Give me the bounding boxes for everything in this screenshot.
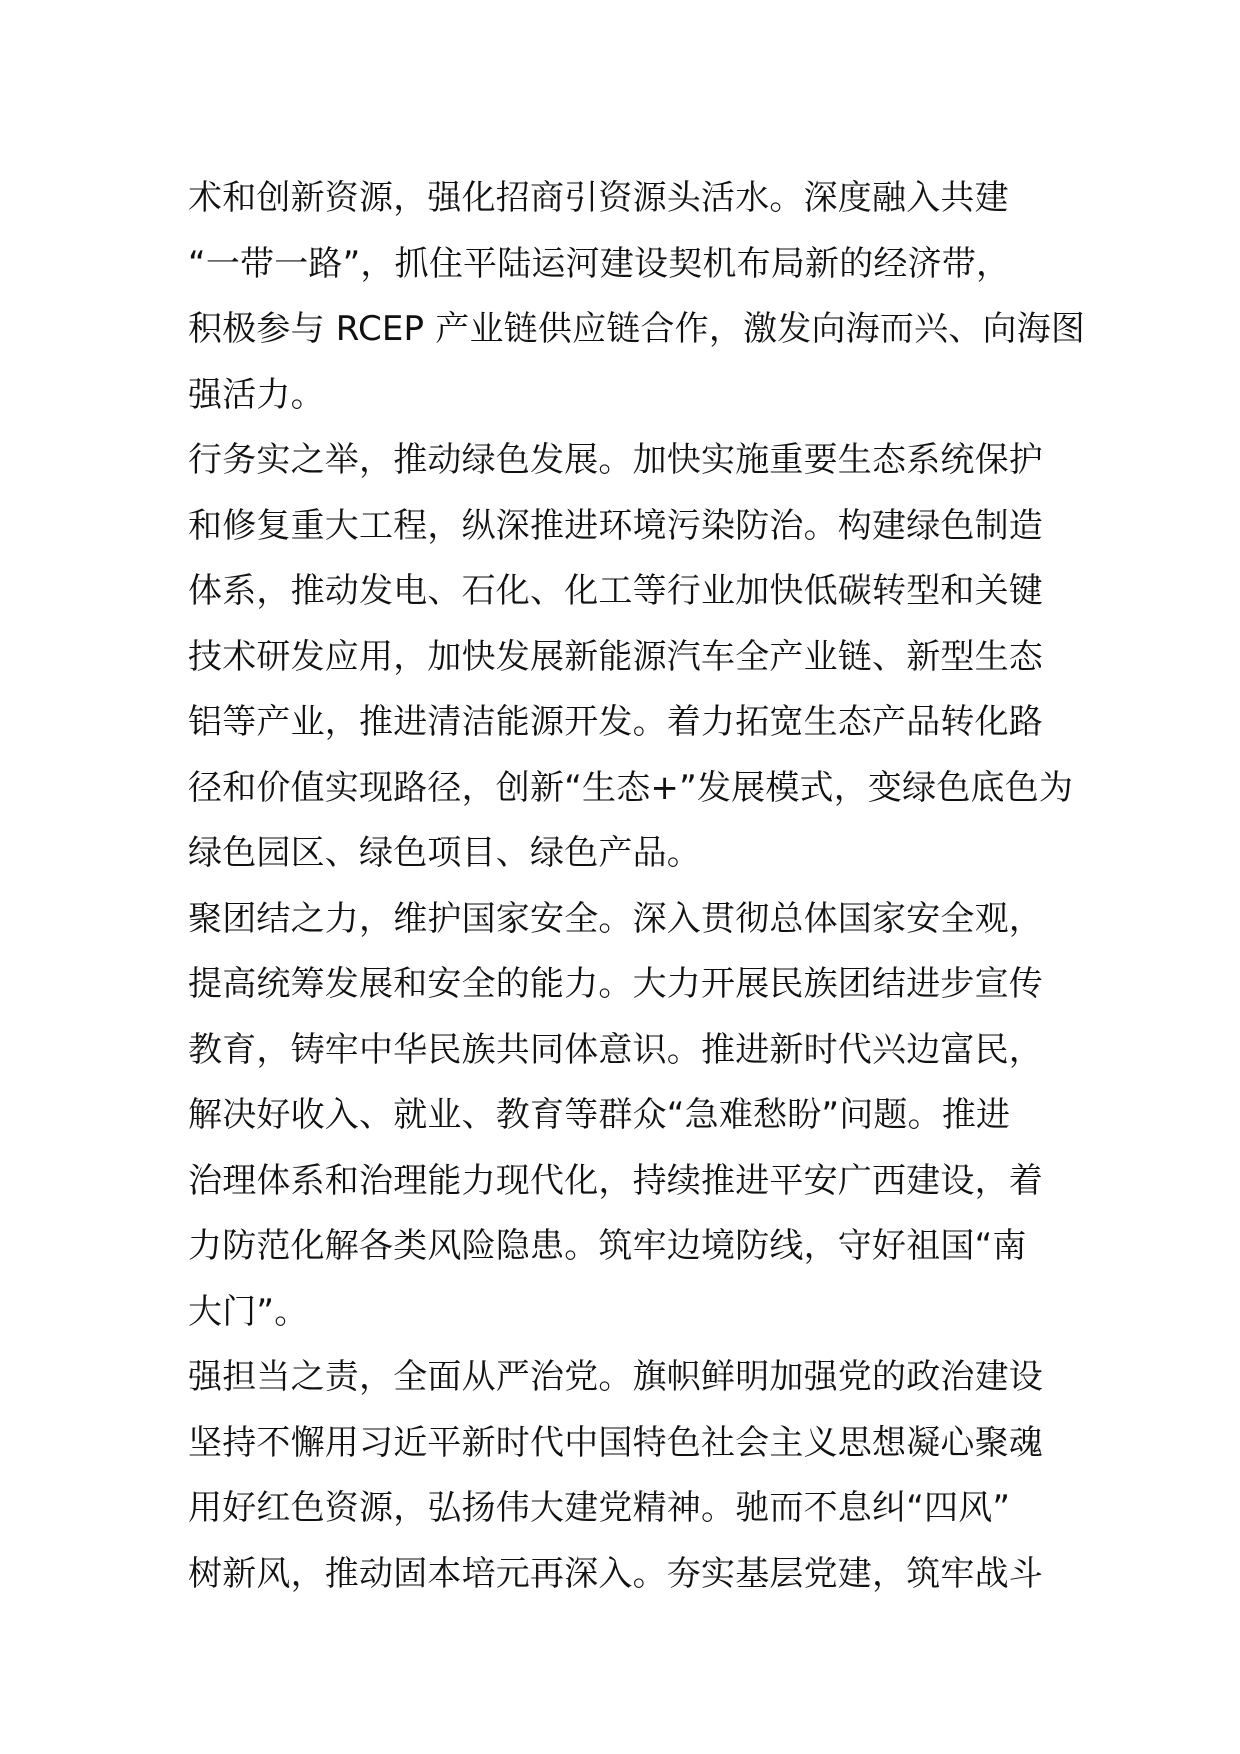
text-line: 解决好收入、就业、教育等群众“急难愁盼”问题。推进 [188, 1095, 1011, 1135]
text-line: 教育，铸牢中华民族共同体意识。推进新时代兴边富民， [188, 1029, 1043, 1070]
text-line: 积极参与 RCEP 产业链供应链合作，激发向海而兴、向海图 [188, 309, 1086, 349]
text-line: 提高统筹发展和安全的能力。大力开展民族团结进步宣传 [188, 964, 1043, 1004]
text-line: 体系，推动发电、石化、化工等行业加快低碳转型和关键 [188, 571, 1043, 611]
text-line: 技术研发应用，加快发展新能源汽车全产业链、新型生态 [188, 636, 1043, 677]
text-line: “一带一路”，抓住平陆运河建设契机布局新的经济带， [188, 243, 1011, 284]
text-line: 用好红色资源，弘扬伟大建党精神。驰而不息纠“四风” [188, 1488, 1011, 1528]
text-line: 治理体系和治理能力现代化，持续推进平安广西建设，着 [188, 1160, 1043, 1201]
text-line: 力防范化解各类风险隐患。筑牢边境防线，守好祖国“南 [188, 1226, 1027, 1266]
text-line: 大门”。 [188, 1291, 309, 1332]
paragraph-start-line: 行务实之举，推动绿色发展。加快实施重要生态系统保护 [188, 440, 1043, 480]
paragraph-start-line: 聚团结之力，维护国家安全。深入贯彻总体国家安全观， [188, 898, 1043, 939]
text-line: 术和创新资源，强化招商引资源头活水。深度融入共建 [188, 178, 1009, 218]
text-line: 强活力。 [188, 374, 325, 415]
paragraph-start-line: 强担当之责，全面从严治党。旗帜鲜明加强党的政治建设 [188, 1357, 1043, 1397]
text-line: 铝等产业，推进清洁能源开发。着力拓宽生态产品转化路 [188, 702, 1043, 742]
text-line: 树新风，推动固本培元再深入。夯实基层党建，筑牢战斗 [188, 1553, 1043, 1594]
text-line: 径和价值实现路径，创新“生态+”发展模式，变绿色底色为 [188, 767, 1074, 808]
text-line: 坚持不懈用习近平新时代中国特色社会主义思想凝心聚魂 [188, 1422, 1043, 1463]
text-line: 和修复重大工程，纵深推进环境污染防治。构建绿色制造 [188, 505, 1043, 546]
text-line: 绿色园区、绿色项目、绿色产品。 [188, 833, 701, 873]
document-body [188, 166, 1086, 1607]
